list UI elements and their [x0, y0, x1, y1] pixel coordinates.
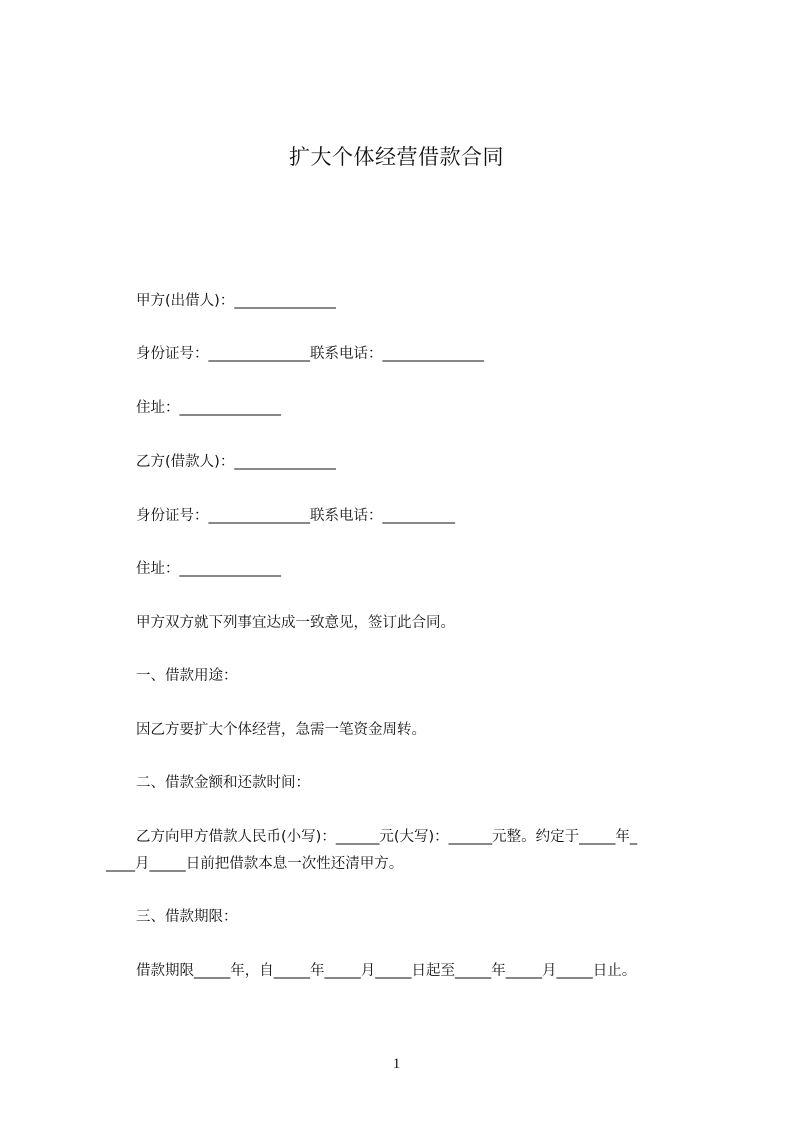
lender-line: 甲方(出借人)：______________	[136, 293, 336, 309]
amount-text-line-2: ____月_____日前把借款本息一次性还清甲方。	[106, 856, 404, 872]
lender-address-line: 住址：______________	[136, 400, 281, 416]
borrower-line: 乙方(借款人)：______________	[136, 454, 336, 470]
amount-text-line-1: 乙方向甲方借款人民币(小写)：______元(大写)：______元整。约定于_____年_	[136, 829, 638, 845]
section-heading-term: 三、借款期限：	[136, 909, 238, 925]
section-heading-amount: 二、借款金额和还款时间：	[136, 775, 310, 791]
borrower-id-phone-line: 身份证号：______________联系电话：__________	[136, 508, 455, 524]
page-number: 1	[392, 1056, 401, 1072]
borrower-address-line: 住址：______________	[136, 561, 281, 577]
document-title: 扩大个体经营借款合同	[289, 145, 504, 169]
section-heading-purpose: 一、借款用途：	[136, 668, 238, 684]
purpose-text: 因乙方要扩大个体经营，急需一笔资金周转。	[136, 722, 426, 738]
term-text: 借款期限_____年，自_____年_____月_____日起至_____年_____月_____日止。	[136, 963, 637, 979]
lender-id-phone-line: 身份证号：______________联系电话：______________	[136, 346, 484, 362]
agreement-intro-line: 甲方双方就下列事宜达成一致意见，签订此合同。	[136, 615, 455, 631]
